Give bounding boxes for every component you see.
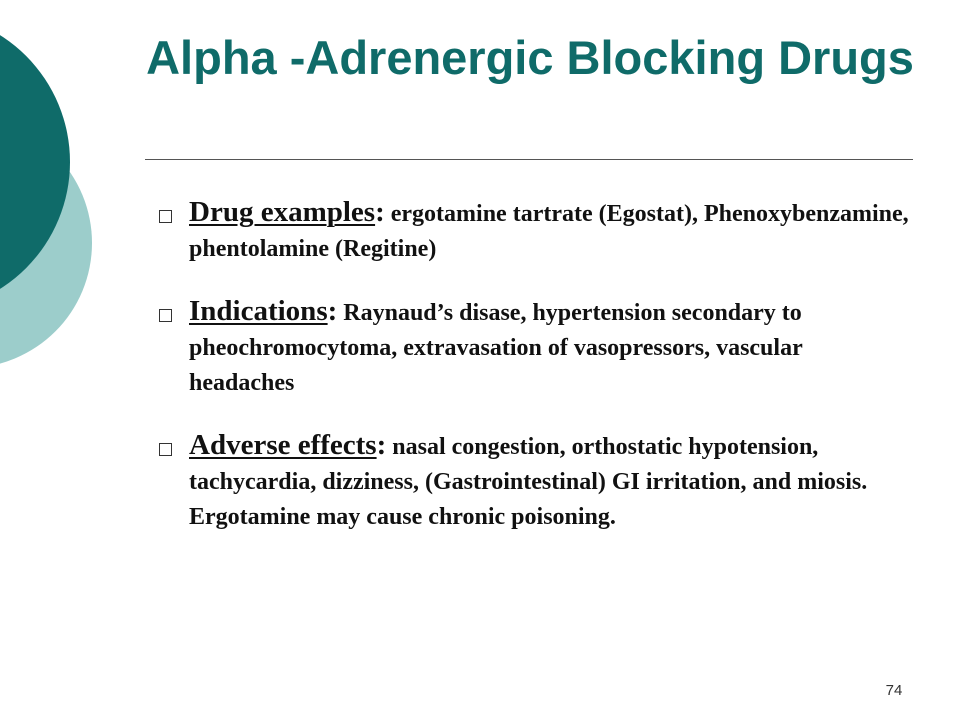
bullet-term: Drug examples bbox=[189, 196, 376, 228]
bullet-list bbox=[150, 195, 910, 562]
bullet-adverse-effects bbox=[150, 428, 910, 535]
bullet-colon: : bbox=[376, 429, 387, 461]
bullet-drug-examples bbox=[150, 195, 910, 267]
bullet-term: Indications bbox=[189, 295, 328, 327]
bullet-colon: : bbox=[375, 196, 385, 228]
square-bullet-icon bbox=[159, 309, 172, 322]
title-divider bbox=[145, 159, 913, 160]
bullet-colon: : bbox=[327, 295, 338, 327]
square-bullet-icon bbox=[159, 443, 172, 456]
slide-number: 74 bbox=[885, 682, 903, 699]
bullet-indications bbox=[150, 294, 910, 401]
bullet-text: nasal congestion, orthostatic hypotension, tachycardia, dizziness, (Gastrointestinal) GI irritation, and miosis. Ergotamine may cause chronic poisoning. bbox=[189, 434, 868, 530]
bullet-text: ergotamine tartrate (Egostat), Phenoxybenzamine, phentolamine (Regitine) bbox=[189, 201, 909, 262]
square-bullet-icon bbox=[159, 210, 172, 223]
bullet-term: Adverse effects bbox=[189, 429, 377, 461]
bullet-text: Raynaud’s disase, hypertension secondary to pheochromocytoma, extravasation of vasopressors, vascular headaches bbox=[189, 300, 803, 396]
slide-title: Alpha -Adrenergic Blocking Drugs bbox=[146, 31, 914, 84]
